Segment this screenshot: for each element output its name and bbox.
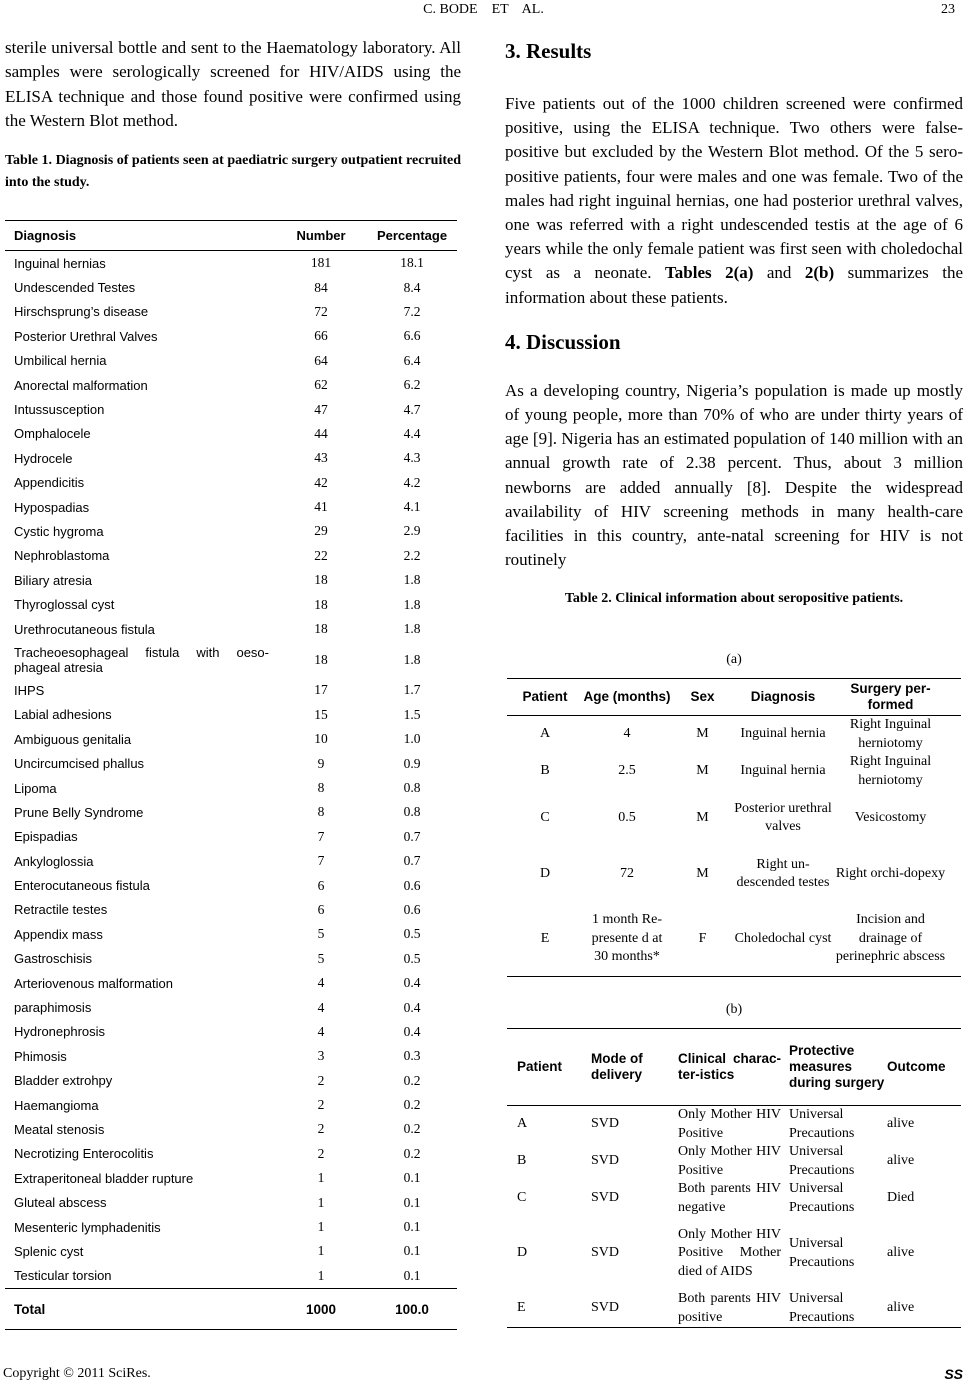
diagnosis-cell: Extraperitoneal bladder rupture xyxy=(14,1170,194,1186)
right-column xyxy=(505,36,963,610)
number-cell: 2 xyxy=(317,1097,325,1113)
number-cell: 84 xyxy=(314,279,328,295)
percentage-cell: 0.5 xyxy=(403,950,421,966)
diagnosis-cell: Urethrocutaneous fistula xyxy=(14,621,155,637)
table-row xyxy=(5,251,457,275)
table-row xyxy=(5,800,457,824)
copyright-notice: Copyright © 2011 SciRes. xyxy=(3,1366,151,1381)
table-row xyxy=(507,846,961,902)
number-cell: 15 xyxy=(314,706,328,722)
outcome-cell: alive xyxy=(887,1300,915,1316)
results-table-ref-a: Tables 2(a) xyxy=(665,263,754,283)
diagnosis-cell: Inguinal hernia xyxy=(740,763,826,779)
table-row xyxy=(5,592,457,616)
table2a-label: (a) xyxy=(726,652,742,667)
table-row xyxy=(5,1069,457,1093)
diagnosis-cell: Prune Belly Syndrome xyxy=(14,804,144,820)
number-cell: 5 xyxy=(317,926,325,942)
diagnosis-cell: Necrotizing Enterocolitis xyxy=(14,1146,154,1162)
diagnosis-cell: Uncircumcised phallus xyxy=(14,756,145,772)
surgery-cell: Right Inguinal herniotomy xyxy=(849,754,932,788)
table2b-body xyxy=(507,1106,961,1327)
table-row xyxy=(5,471,457,495)
diagnosis-cell: Intussusception xyxy=(14,402,105,418)
table2a-header-patient: Patient xyxy=(522,689,568,704)
percentage-cell: 4.1 xyxy=(403,499,421,515)
table-row xyxy=(5,1093,457,1117)
number-cell: 181 xyxy=(310,255,332,271)
table1-total-label: Total xyxy=(14,1301,46,1317)
diagnosis-cell: Hydrocele xyxy=(14,450,73,466)
results-text-1: Five patients out of the 1000 children screened were confirmed positive, using the ELISA technique. Two others were false-positive but excluded by the Western Blot method. Of the 5 sero-positive patients, four were males and one was female. Two of the males had right inguinal hernias, one had posterior urethral valves, one was referred with a right undescended testis at the age of 6 years while the only female patient was first seen with choledochal cyst as a neonate. xyxy=(505,94,963,283)
protective-cell: Universal Precautions xyxy=(789,1181,855,1215)
delivery-cell: SVD xyxy=(591,1245,620,1261)
percentage-cell: 0.1 xyxy=(403,1243,421,1259)
results-paragraph xyxy=(505,92,963,310)
percentage-cell: 6.2 xyxy=(403,377,421,393)
table1-caption: Table 1. Diagnosis of patients seen at paediatric surgery outpatient recruited into the study. xyxy=(5,152,461,190)
percentage-cell: 0.7 xyxy=(403,828,421,844)
diagnosis-cell: Omphalocele xyxy=(14,426,91,442)
diagnosis-cell: Hydronephrosis xyxy=(14,1024,106,1040)
table-row xyxy=(5,898,457,922)
table-row xyxy=(507,1217,961,1290)
surgery-cell: Right Inguinal herniotomy xyxy=(849,717,932,751)
table-row xyxy=(5,995,457,1019)
table1-total-percentage: 100.0 xyxy=(395,1301,429,1317)
number-cell: 7 xyxy=(317,828,325,844)
results-heading: 3. Results xyxy=(505,39,592,63)
clinical-cell: Only Mother HIV Positive xyxy=(678,1107,781,1141)
diagnosis-cell: Phimosis xyxy=(14,1048,67,1064)
table2b-header-protective: Protective measures during surgery xyxy=(789,1043,885,1090)
running-header xyxy=(0,2,967,24)
left-column xyxy=(5,36,461,194)
table-row xyxy=(5,300,457,324)
table-row xyxy=(507,1290,961,1327)
table-row xyxy=(5,873,457,897)
percentage-cell: 0.8 xyxy=(403,780,421,795)
diagnosis-cell: Arteriovenous malformation xyxy=(14,975,173,991)
table-row xyxy=(5,519,457,543)
diagnosis-cell: Thyroglossal cyst xyxy=(14,597,115,613)
table-row xyxy=(5,617,457,641)
percentage-cell: 0.6 xyxy=(403,901,421,917)
percentage-cell: 2.2 xyxy=(403,547,421,563)
percentage-cell: 0.2 xyxy=(403,1097,421,1113)
patient-cell: A xyxy=(517,1116,528,1132)
percentage-cell: 4.4 xyxy=(403,425,421,441)
number-cell: 17 xyxy=(314,682,328,698)
table-row xyxy=(5,568,457,592)
number-cell: 41 xyxy=(314,499,328,515)
table-row xyxy=(5,544,457,568)
diagnosis-cell: Bladder extrohpy xyxy=(14,1073,113,1089)
delivery-cell: SVD xyxy=(591,1153,620,1169)
age-cell: 1 month Re-presente d at 30 months* xyxy=(591,912,663,965)
diagnosis-cell: Gastroschisis xyxy=(14,951,93,967)
table-row xyxy=(5,776,457,800)
diagnosis-cell: Hypospadias xyxy=(14,499,90,515)
percentage-cell: 1.7 xyxy=(403,682,421,698)
table-row xyxy=(507,790,961,846)
outcome-cell: alive xyxy=(887,1245,915,1261)
diagnosis-cell: Right un-descended testes xyxy=(736,856,830,890)
diagnosis-cell: Meatal stenosis xyxy=(14,1121,105,1137)
sex-cell: M xyxy=(696,809,709,825)
journal-abbrev: SS xyxy=(944,1366,963,1382)
table-row xyxy=(507,1106,961,1143)
diagnosis-cell: Mesenteric lymphadenitis xyxy=(14,1219,161,1235)
number-cell: 66 xyxy=(314,328,328,344)
table-row xyxy=(5,825,457,849)
table-row xyxy=(5,1264,457,1288)
table2-caption: Table 2. Clinical information about seropositive patients. xyxy=(564,591,904,607)
number-cell: 18 xyxy=(314,572,328,588)
percentage-cell: 1.8 xyxy=(403,596,421,612)
table2b-header-row xyxy=(507,1029,961,1105)
protective-cell: Universal Precautions xyxy=(789,1236,855,1270)
percentage-cell: 0.1 xyxy=(403,1170,421,1186)
patient-cell: B xyxy=(540,763,550,779)
table1-total-row xyxy=(5,1289,457,1329)
table-row xyxy=(5,1190,457,1214)
table-row xyxy=(5,349,457,373)
percentage-cell: 0.8 xyxy=(403,804,421,820)
age-cell: 2.5 xyxy=(618,763,636,779)
diagnosis-cell: Ambiguous genitalia xyxy=(14,731,132,747)
number-cell: 64 xyxy=(314,352,328,368)
percentage-cell: 0.2 xyxy=(403,1121,421,1137)
table2a xyxy=(507,678,961,977)
surgery-cell: Vesicostomy xyxy=(854,809,927,825)
clinical-cell: Both parents HIV positive xyxy=(678,1291,781,1325)
number-cell: 6 xyxy=(317,901,325,917)
table1 xyxy=(5,220,457,1330)
diagnosis-cell: Posterior Urethral Valves xyxy=(14,328,158,344)
table-row xyxy=(5,947,457,971)
number-cell: 29 xyxy=(314,523,328,539)
patient-cell: B xyxy=(517,1153,527,1169)
percentage-cell: 0.1 xyxy=(403,1267,421,1283)
table-row xyxy=(5,422,457,446)
table-row xyxy=(5,446,457,470)
percentage-cell: 8.4 xyxy=(403,279,421,295)
percentage-cell: 0.2 xyxy=(403,1072,421,1088)
table1-header-diagnosis: Diagnosis xyxy=(14,228,77,243)
number-cell: 62 xyxy=(314,377,328,393)
table2a-header-sex: Sex xyxy=(690,689,715,704)
age-cell: 72 xyxy=(620,865,634,881)
table2b-label: (b) xyxy=(725,1002,743,1017)
surgery-cell: Right orchi-dopexy xyxy=(835,865,946,881)
diagnosis-cell: Appendix mass xyxy=(14,926,103,942)
table-row xyxy=(5,397,457,421)
sex-cell: M xyxy=(696,726,709,742)
table1-body xyxy=(5,251,457,1288)
outcome-cell: alive xyxy=(887,1116,915,1132)
protective-cell: Universal Precautions xyxy=(789,1144,855,1178)
protective-cell: Universal Precautions xyxy=(789,1291,855,1325)
number-cell: 1 xyxy=(317,1170,325,1186)
percentage-cell: 0.9 xyxy=(403,755,421,771)
number-cell: 18 xyxy=(314,651,328,667)
percentage-cell: 7.2 xyxy=(403,303,421,319)
table2a-header-row xyxy=(507,679,961,715)
patient-cell: D xyxy=(539,865,551,881)
number-cell: 1 xyxy=(317,1219,325,1235)
table-row xyxy=(5,275,457,299)
percentage-cell: 0.4 xyxy=(403,999,421,1015)
table-row xyxy=(5,971,457,995)
number-cell: 1 xyxy=(317,1243,325,1259)
number-cell: 47 xyxy=(314,401,328,417)
table-row xyxy=(5,678,457,702)
percentage-cell: 0.4 xyxy=(403,1023,421,1039)
protective-cell: Universal Precautions xyxy=(789,1107,855,1141)
table-row xyxy=(5,849,457,873)
patient-cell: D xyxy=(517,1245,528,1261)
table-row xyxy=(507,1143,961,1180)
table-row xyxy=(5,324,457,348)
percentage-cell: 18.1 xyxy=(400,255,424,271)
diagnosis-cell: Splenic cyst xyxy=(14,1243,84,1259)
table2a-header-diagnosis: Diagnosis xyxy=(750,689,816,704)
sex-cell: M xyxy=(696,763,709,779)
number-cell: 18 xyxy=(314,621,328,637)
table2b-header-mode: Mode of delivery xyxy=(591,1051,643,1082)
results-text-2: summarizes the information about these patients. xyxy=(505,263,964,307)
table-row xyxy=(507,1180,961,1217)
table-row xyxy=(5,1215,457,1239)
table1-header-row xyxy=(5,221,457,250)
number-cell: 8 xyxy=(317,780,325,795)
percentage-cell: 1.8 xyxy=(403,621,421,637)
surgery-cell: Incision and drainage of perinephric abscess xyxy=(835,912,946,965)
table-row xyxy=(5,703,457,727)
table1-header-number: Number xyxy=(296,228,346,243)
diagnosis-cell: Retractile testes xyxy=(14,902,108,918)
table-row xyxy=(5,1117,457,1141)
percentage-cell: 0.1 xyxy=(403,1194,421,1210)
table-row xyxy=(5,922,457,946)
diagnosis-cell: Testicular torsion xyxy=(14,1268,112,1284)
diagnosis-cell: Cystic hygroma xyxy=(14,523,104,539)
number-cell: 4 xyxy=(317,975,325,991)
diagnosis-cell: Inguinal hernias xyxy=(14,255,106,271)
table-row xyxy=(5,1020,457,1044)
diagnosis-cell: Epispadias xyxy=(14,829,78,845)
diagnosis-cell: Choledochal cyst xyxy=(734,930,832,946)
table2a-header-age: Age (months) xyxy=(583,689,671,704)
percentage-cell: 0.6 xyxy=(403,877,421,893)
percentage-cell: 4.2 xyxy=(403,474,421,490)
percentage-cell: 2.9 xyxy=(403,523,421,539)
age-cell: 4 xyxy=(623,726,631,742)
age-cell: 0.5 xyxy=(618,809,636,825)
number-cell: 4 xyxy=(317,1023,325,1039)
percentage-cell: 6.4 xyxy=(403,352,421,368)
discussion-paragraph: As a developing country, Nigeria’s population is made up mostly of young people, more than 70% of who are under thirty years of age [9]. Nigeria has an estimated population of 140 million with an annual growth rate of 2.38 percent. Thus, about 3 million newborns are added annually [8]. Despite the widespread availability of HIV screening methods in many health-care facilities in this country, ante-natal screening for HIV is not routinely xyxy=(505,380,963,570)
number-cell: 3 xyxy=(317,1048,325,1064)
outcome-cell: Died xyxy=(887,1190,915,1206)
results-and: and xyxy=(766,263,792,283)
diagnosis-cell: Undescended Testes xyxy=(14,280,136,296)
delivery-cell: SVD xyxy=(591,1300,620,1316)
number-cell: 43 xyxy=(314,450,328,466)
percentage-cell: 0.4 xyxy=(403,975,421,991)
diagnosis-cell: Anorectal malformation xyxy=(14,377,148,393)
table-row xyxy=(5,495,457,519)
percentage-cell: 4.3 xyxy=(403,450,421,466)
discussion-heading: 4. Discussion xyxy=(505,329,621,354)
results-table-ref-b: 2(b) xyxy=(804,263,835,283)
percentage-cell: 4.7 xyxy=(403,401,421,417)
number-cell: 5 xyxy=(317,950,325,966)
outcome-cell: alive xyxy=(887,1153,915,1169)
sex-cell: M xyxy=(696,865,709,881)
diagnosis-cell: Enterocutaneous fistula xyxy=(14,878,150,894)
table-row xyxy=(5,641,457,678)
percentage-cell: 1.5 xyxy=(403,706,421,722)
percentage-cell: 1.8 xyxy=(403,572,421,588)
table1-header-percentage: Percentage xyxy=(376,228,448,243)
percentage-cell: 1.8 xyxy=(403,651,421,667)
patient-cell: E xyxy=(517,1300,526,1316)
number-cell: 6 xyxy=(317,877,325,893)
table2b xyxy=(507,1028,961,1328)
number-cell: 8 xyxy=(317,804,325,820)
diagnosis-cell: Lipoma xyxy=(14,780,57,796)
percentage-cell: 6.6 xyxy=(403,328,421,344)
patient-cell: A xyxy=(539,726,551,742)
diagnosis-cell: Appendicitis xyxy=(14,475,85,491)
page-number: 23 xyxy=(941,2,955,17)
diagnosis-cell: paraphimosis xyxy=(14,1000,92,1016)
table-row xyxy=(5,1166,457,1190)
diagnosis-cell: Hirschsprung’s disease xyxy=(14,304,149,320)
diagnosis-cell: Posterior urethral valves xyxy=(734,800,832,834)
number-cell: 2 xyxy=(317,1121,325,1137)
number-cell: 18 xyxy=(314,596,328,612)
number-cell: 1 xyxy=(317,1194,325,1210)
running-head-title: C. BODE ET AL. xyxy=(423,2,544,17)
percentage-cell: 0.5 xyxy=(403,926,421,942)
table-row xyxy=(507,716,961,753)
table2b-header-clinical: Clinical charac-ter-istics xyxy=(678,1051,781,1082)
table1-total-number: 1000 xyxy=(305,1301,337,1317)
diagnosis-cell: Inguinal hernia xyxy=(740,726,826,742)
percentage-cell: 0.3 xyxy=(403,1048,421,1064)
diagnosis-cell: Umbilical hernia xyxy=(14,353,107,369)
sex-cell: F xyxy=(698,930,707,946)
diagnosis-cell: Labial adhesions xyxy=(14,707,112,723)
clinical-cell: Both parents HIV negative xyxy=(678,1181,781,1215)
number-cell: 10 xyxy=(314,731,328,747)
diagnosis-cell: Nephroblastoma xyxy=(14,548,110,564)
table-row xyxy=(507,902,961,976)
diagnosis-cell: Biliary atresia xyxy=(14,572,93,588)
table-row xyxy=(5,1142,457,1166)
number-cell: 1 xyxy=(317,1267,325,1283)
percentage-cell: 0.2 xyxy=(403,1145,421,1161)
table-row xyxy=(5,751,457,775)
diagnosis-cell: IHPS xyxy=(14,682,45,698)
clinical-cell: Only Mother HIV Positive xyxy=(678,1144,781,1178)
clinical-cell: Only Mother HIV Positive Mother died of AIDS xyxy=(678,1226,781,1279)
percentage-cell: 0.7 xyxy=(403,853,421,869)
number-cell: 42 xyxy=(314,474,328,490)
number-cell: 4 xyxy=(317,999,325,1015)
table-row xyxy=(5,727,457,751)
number-cell: 7 xyxy=(317,853,325,869)
patient-cell: E xyxy=(540,930,550,946)
diagnosis-cell: Tracheoesophageal fistula with oeso-phageal atresia xyxy=(14,644,269,675)
diagnosis-cell: Gluteal abscess xyxy=(14,1195,107,1211)
table2a-header-surgery: Surgery per-formed xyxy=(850,681,931,712)
table-row xyxy=(5,373,457,397)
diagnosis-cell: Haemangioma xyxy=(14,1097,99,1113)
table2b-header-patient: Patient xyxy=(517,1059,563,1074)
diagnosis-cell: Ankyloglossia xyxy=(14,853,94,869)
number-cell: 9 xyxy=(317,755,325,771)
number-cell: 72 xyxy=(314,303,328,319)
percentage-cell: 1.0 xyxy=(403,731,421,747)
number-cell: 2 xyxy=(317,1145,325,1161)
table2b-header-outcome: Outcome xyxy=(887,1059,946,1074)
methods-paragraph: sterile universal bottle and sent to the Haematology laboratory. All samples were serologically screened for HIV/AIDS using the ELISA technique and those found positive were confirmed using the Western Blot method. xyxy=(5,38,461,131)
patient-cell: C xyxy=(540,809,550,825)
number-cell: 22 xyxy=(314,547,328,563)
table-row xyxy=(5,1044,457,1068)
table2a-body xyxy=(507,716,961,976)
patient-cell: C xyxy=(517,1190,527,1206)
number-cell: 2 xyxy=(317,1072,325,1088)
number-cell: 44 xyxy=(314,425,328,441)
table-row xyxy=(507,753,961,790)
delivery-cell: SVD xyxy=(591,1190,620,1206)
percentage-cell: 0.1 xyxy=(403,1219,421,1235)
delivery-cell: SVD xyxy=(591,1116,620,1132)
table-row xyxy=(5,1239,457,1263)
